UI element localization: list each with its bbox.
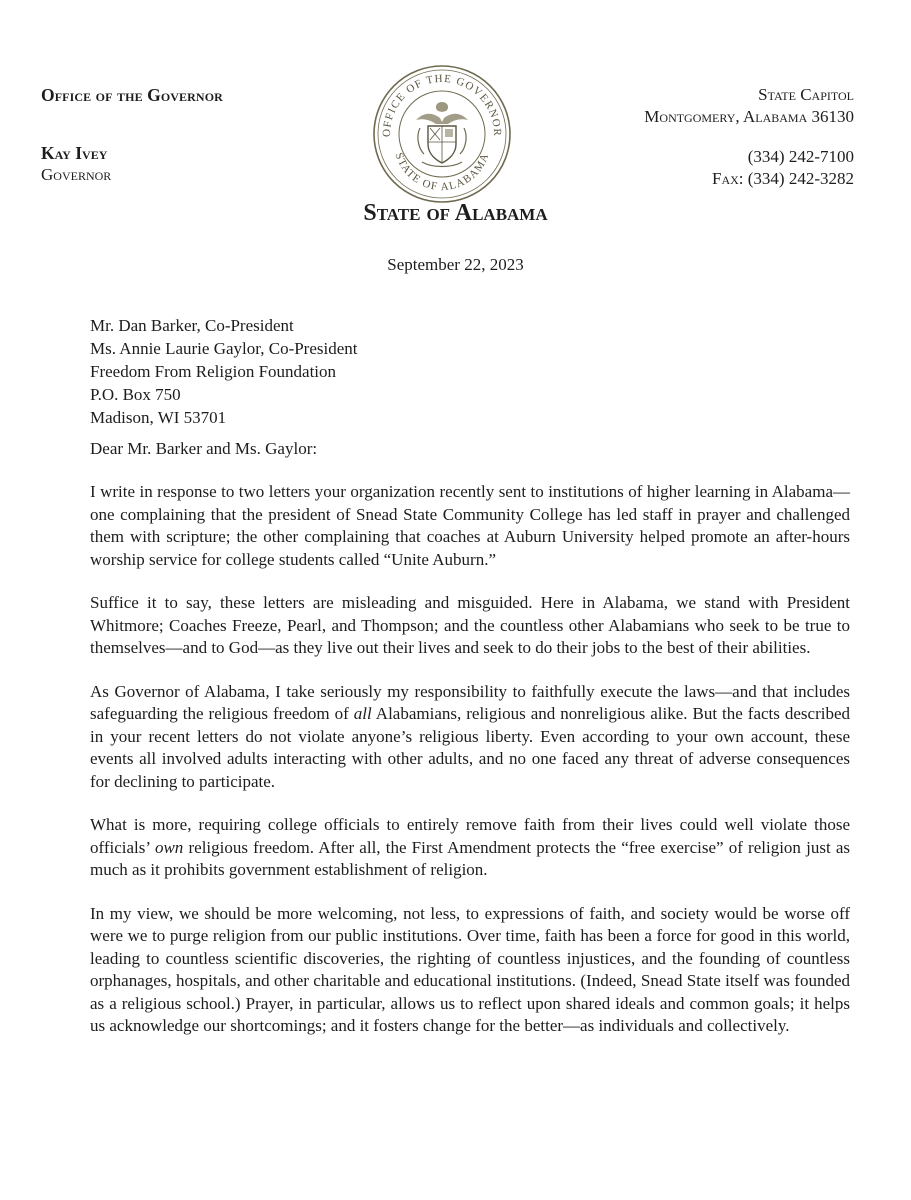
recipient-line: Madison, WI 53701 bbox=[90, 408, 227, 427]
seal-text-top: OFFICE OF THE GOVERNOR bbox=[380, 72, 504, 138]
letterhead-right bbox=[644, 84, 854, 190]
paragraph-5: In my view, we should be more welcoming, not less, to expressions of faith, and society would be worse off were we to purge religion from our public institutions. Over time, faith has been a force for good in this world, leading to countless scientific discoveries, the righting of countless injustices, and the founding of countless orphanages, hospitals, and other charitable and educational institutions. (Indeed, Snead State itself was founded as a religious school.) Prayer, in particular, allows us to reflect upon shared ideals and common goals; it helps us acknowledge our shortcomings; and it fosters change for the better—as individuals and collectively. bbox=[90, 903, 850, 1035]
governor-title: Governor bbox=[41, 165, 112, 184]
address-line2: Montgomery, Alabama 36130 bbox=[644, 107, 854, 126]
recipient-line: P.O. Box 750 bbox=[90, 385, 181, 404]
salutation: Dear Mr. Barker and Ms. Gaylor: bbox=[90, 439, 318, 458]
recipient-address bbox=[90, 314, 358, 429]
paragraph-4-emphasis: own bbox=[154, 837, 184, 857]
letterhead-left bbox=[41, 84, 223, 106]
office-title: Office of the Governor bbox=[41, 85, 223, 105]
fax-number: Fax: (334) 242-3282 bbox=[712, 169, 854, 188]
recipient-line: Ms. Annie Laurie Gaylor, Co-President bbox=[90, 339, 358, 358]
recipient-line: Mr. Dan Barker, Co-President bbox=[90, 316, 294, 335]
paragraph-2: Suffice it to say, these letters are misleading and misguided. Here in Alabama, we stand with President Whitmore; Coaches Freeze, Pearl, and Thompson; and the countless other Alabamians who seek to be true to themselves—and to God—as they live out their lives and seek to do their jobs to the best of their abilities. bbox=[90, 593, 850, 657]
address-line1: State Capitol bbox=[758, 85, 854, 104]
paragraph-3-emphasis: all bbox=[353, 704, 372, 723]
governor-name: Kay Ivey bbox=[41, 143, 108, 163]
recipient-line: Freedom From Religion Foundation bbox=[90, 362, 337, 381]
state-seal bbox=[370, 62, 514, 206]
state-title: State of Alabama bbox=[363, 200, 548, 226]
seal-text-bottom: STATE OF ALABAMA bbox=[392, 151, 492, 194]
paragraph-4 bbox=[90, 814, 850, 882]
paragraph-3-part-a: As Governor of Alabama, I take seriously my responsibility to faithfully execute the laws—and that includes safeguarding the religious freedom of bbox=[90, 681, 850, 723]
governor-block bbox=[41, 142, 111, 186]
paragraph-3-part-b: Alabamians, religious and nonreligious alike. But the facts described in your recent letters do not violate anyone’s religious liberty. Even according to your own account, these events all involved adults interacting with other adults, and no one faced any threat of adverse consequences for declining to participate. bbox=[90, 704, 851, 791]
paragraph-4-part-a: What is more, requiring college officials to entirely remove faith from their lives could well violate those officials’ bbox=[90, 815, 850, 857]
paragraph-4-part-b: religious freedom. After all, the First Amendment protects the “free exercise” of religion just as much as it prohibits government establishment of religion. bbox=[90, 837, 850, 879]
paragraph-3 bbox=[90, 681, 850, 794]
paragraph-1: I write in response to two letters your organization recently sent to institutions of higher learning in Alabama—one complaining that the president of Snead State Community College has led staff in prayer and challenged them with scripture; the other complaining that coaches at Auburn University helped promote an after-hours worship service for college students called “Unite Auburn.” bbox=[90, 482, 850, 569]
phone-number: (334) 242-7100 bbox=[747, 147, 854, 166]
letter-body bbox=[90, 481, 850, 1059]
seal-graphic bbox=[370, 62, 514, 206]
letter-date: September 22, 2023 bbox=[387, 255, 524, 274]
